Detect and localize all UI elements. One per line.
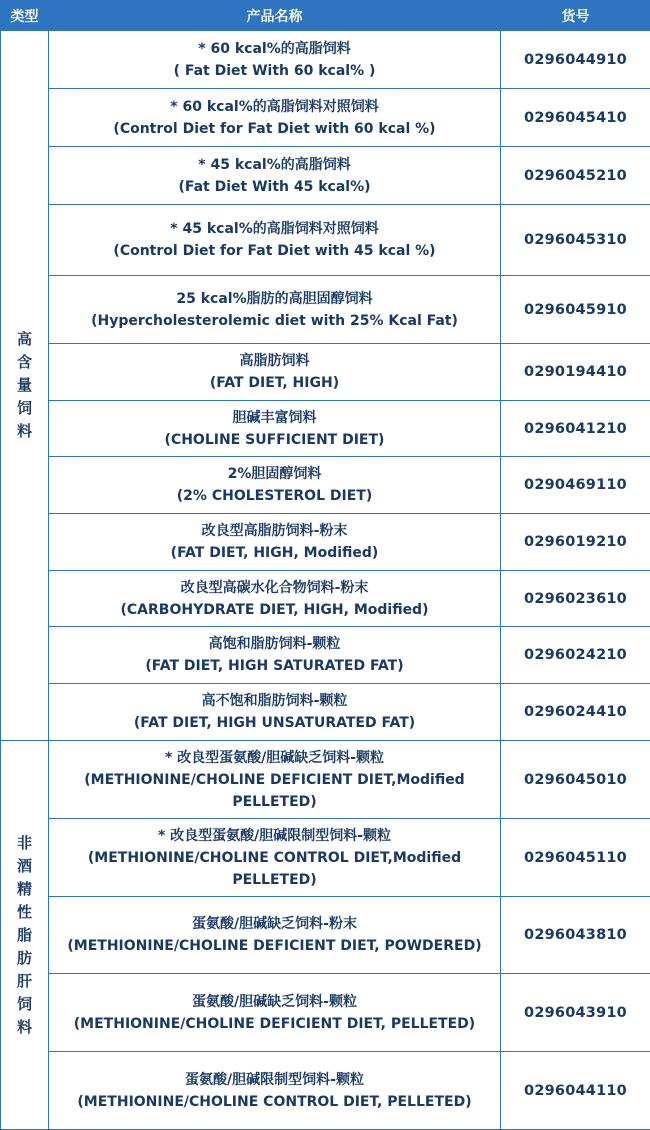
table-row <box>1 1052 650 1130</box>
category-char: 非 <box>1 832 48 855</box>
product-name-cell <box>49 89 501 147</box>
sku-cell: 0296043910 <box>501 974 650 1052</box>
sku-cell: 0296045910 <box>501 276 650 344</box>
category-char: 肪 <box>1 947 48 970</box>
category-cell <box>1 31 49 741</box>
product-name-en: (CARBOHYDRATE DIET, HIGH, Modified) <box>53 599 496 621</box>
product-name-cn: * 45 kcal%的高脂饲料对照饲料 <box>53 218 496 240</box>
product-name-cell <box>49 514 501 571</box>
product-name-en: PELLETED) <box>53 791 496 813</box>
product-name-cell <box>49 741 501 819</box>
product-name-en: (Fat Diet With 45 kcal%) <box>53 176 496 198</box>
category-char: 脂 <box>1 924 48 947</box>
sku-cell: 0296045010 <box>501 741 650 819</box>
product-name-en: (METHIONINE/CHOLINE DEFICIENT DIET, PELLETED) <box>53 1013 496 1035</box>
table-row <box>1 741 650 819</box>
product-name-en: (METHIONINE/CHOLINE DEFICIENT DIET,Modified <box>53 769 496 791</box>
product-name-en: (FAT DIET, HIGH SATURATED FAT) <box>53 655 496 677</box>
product-name-en: (CHOLINE SUFFICIENT DIET) <box>53 429 496 451</box>
table-row <box>1 457 650 514</box>
product-name-cn: * 60 kcal%的高脂饲料 <box>53 38 496 60</box>
product-name-cell <box>49 627 501 684</box>
sku-cell: 0296045110 <box>501 819 650 897</box>
product-name-en: (Control Diet for Fat Diet with 60 kcal %) <box>53 118 496 140</box>
product-name-cell <box>49 147 501 205</box>
product-name-en: (Control Diet for Fat Diet with 45 kcal %) <box>53 240 496 262</box>
product-name-cell <box>49 457 501 514</box>
product-name-en: (FAT DIET, HIGH) <box>53 372 496 394</box>
product-name-cell <box>49 684 501 741</box>
table-row <box>1 276 650 344</box>
table-row <box>1 31 650 89</box>
sku-cell: 0296044910 <box>501 31 650 89</box>
product-name-cell <box>49 31 501 89</box>
sku-cell: 0296024210 <box>501 627 650 684</box>
table-row <box>1 684 650 741</box>
product-name-en: (METHIONINE/CHOLINE DEFICIENT DIET, POWDERED) <box>53 935 496 957</box>
product-name-cell <box>49 205 501 276</box>
header-type: 类型 <box>1 1 49 31</box>
sku-cell: 0296043810 <box>501 897 650 974</box>
sku-cell: 0296024410 <box>501 684 650 741</box>
sku-cell: 0296045410 <box>501 89 650 147</box>
product-name-en: ( Fat Diet With 60 kcal% ) <box>53 60 496 82</box>
product-name-en: (FAT DIET, HIGH UNSATURATED FAT) <box>53 712 496 734</box>
category-char: 含 <box>1 351 48 374</box>
category-char: 饲 <box>1 993 48 1016</box>
table-row <box>1 147 650 205</box>
sku-cell: 0296041210 <box>501 401 650 457</box>
category-char: 料 <box>1 1016 48 1039</box>
product-name-cell <box>49 974 501 1052</box>
header-sku: 货号 <box>501 1 650 31</box>
sku-cell: 0290194410 <box>501 344 650 401</box>
product-name-cn: 高脂肪饲料 <box>53 350 496 372</box>
product-name-cn: 胆碱丰富饲料 <box>53 407 496 429</box>
category-char: 精 <box>1 878 48 901</box>
product-name-en: (Hypercholesterolemic diet with 25% Kcal Fat) <box>53 310 496 332</box>
product-name-cell <box>49 819 501 897</box>
header-row <box>1 1 650 31</box>
table-row <box>1 401 650 457</box>
product-name-cn: 高不饱和脂肪饲料-颗粒 <box>53 690 496 712</box>
sku-cell: 0290469110 <box>501 457 650 514</box>
product-name-cn: 25 kcal%脂肪的高胆固醇饲料 <box>53 288 496 310</box>
category-char: 肝 <box>1 970 48 993</box>
product-name-cn: 蛋氨酸/胆碱缺乏饲料-粉末 <box>53 913 496 935</box>
product-name-en: (FAT DIET, HIGH, Modified) <box>53 542 496 564</box>
product-name-en: (METHIONINE/CHOLINE CONTROL DIET, PELLETED) <box>53 1091 496 1113</box>
table-row <box>1 571 650 627</box>
product-name-cn: 蛋氨酸/胆碱缺乏饲料-颗粒 <box>53 991 496 1013</box>
table-row <box>1 819 650 897</box>
sku-cell: 0296044110 <box>501 1052 650 1130</box>
product-name-cell <box>49 344 501 401</box>
product-name-cell <box>49 1052 501 1130</box>
sku-cell: 0296023610 <box>501 571 650 627</box>
category-cell <box>1 741 49 1130</box>
product-name-cn: 蛋氨酸/胆碱限制型饲料-颗粒 <box>53 1069 496 1091</box>
product-name-cell <box>49 897 501 974</box>
table-row <box>1 897 650 974</box>
product-name-cn: * 60 kcal%的高脂饲料对照饲料 <box>53 96 496 118</box>
table-row <box>1 974 650 1052</box>
product-name-en: (2% CHOLESTEROL DIET) <box>53 485 496 507</box>
category-char: 料 <box>1 420 48 443</box>
sku-cell: 0296019210 <box>501 514 650 571</box>
table-row <box>1 627 650 684</box>
category-char: 饲 <box>1 397 48 420</box>
table-row <box>1 514 650 571</box>
table-body <box>1 31 650 1130</box>
product-name-cn: 改良型高碳水化合物饲料-粉末 <box>53 577 496 599</box>
sku-cell: 0296045310 <box>501 205 650 276</box>
category-char: 高 <box>1 328 48 351</box>
product-name-cell <box>49 276 501 344</box>
table-row <box>1 89 650 147</box>
category-char: 酒 <box>1 855 48 878</box>
product-name-cn: 改良型高脂肪饲料-粉末 <box>53 520 496 542</box>
product-name-cn: 2%胆固醇饲料 <box>53 463 496 485</box>
product-name-cn: * 改良型蛋氨酸/胆碱限制型饲料-颗粒 <box>53 825 496 847</box>
header-name: 产品名称 <box>49 1 501 31</box>
product-name-cn: 高饱和脂肪饲料-颗粒 <box>53 633 496 655</box>
product-name-en: (METHIONINE/CHOLINE CONTROL DIET,Modified <box>53 847 496 869</box>
product-name-en: PELLETED) <box>53 869 496 891</box>
product-name-cell <box>49 571 501 627</box>
category-char: 性 <box>1 901 48 924</box>
sku-cell: 0296045210 <box>501 147 650 205</box>
product-name-cn: * 45 kcal%的高脂饲料 <box>53 154 496 176</box>
table-row <box>1 205 650 276</box>
product-name-cn: * 改良型蛋氨酸/胆碱缺乏饲料-颗粒 <box>53 747 496 769</box>
product-name-cell <box>49 401 501 457</box>
table-row <box>1 344 650 401</box>
category-char: 量 <box>1 374 48 397</box>
